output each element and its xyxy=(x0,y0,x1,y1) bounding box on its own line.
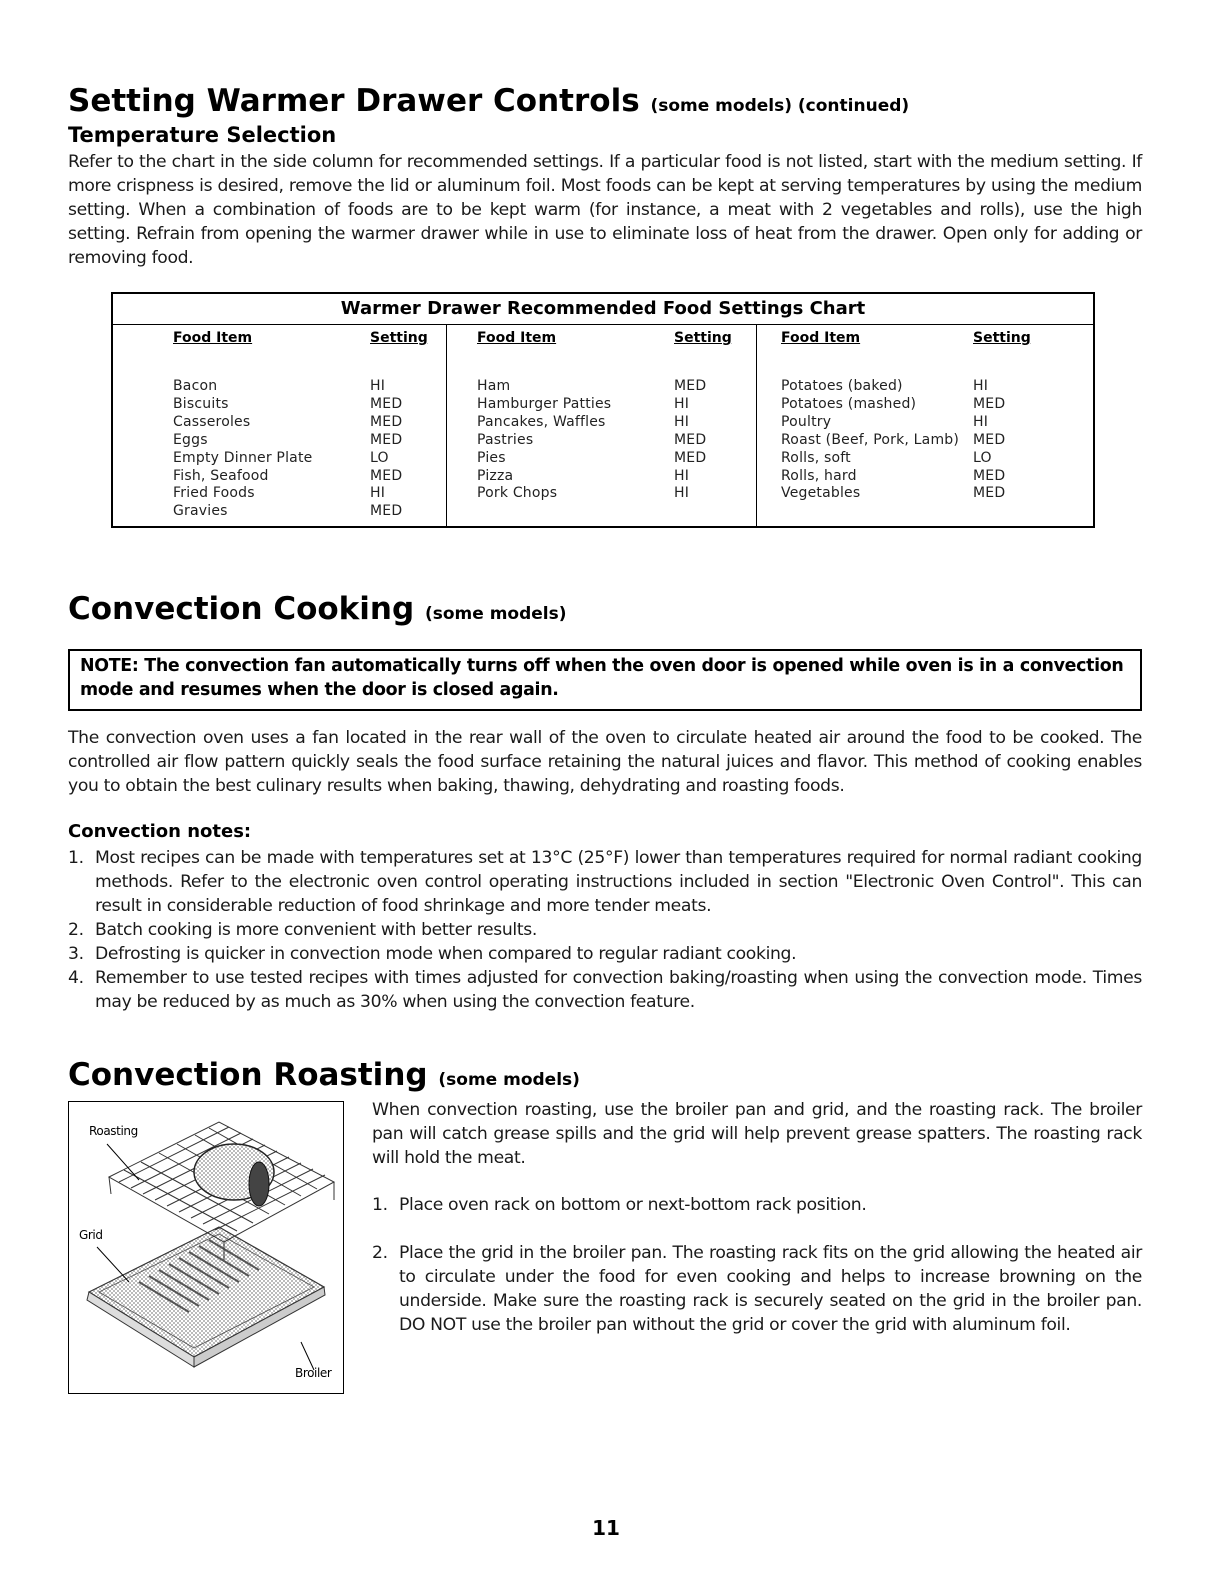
chart-settings-column-3: HI MED HI MED LO MED MED xyxy=(973,378,1006,502)
list-item xyxy=(68,942,1142,966)
list-item-number: 3. xyxy=(68,944,84,964)
list-item-text: Most recipes can be made with temperatures set at 13°C (25°F) lower than temperatures required for normal radiant cooking methods. Refer to the electronic oven control operating instructions included in section "Electronic Oven Control". This can result in considerable reduction of food shrinkage and more tender meats. xyxy=(95,848,1142,916)
list-item xyxy=(372,1241,1142,1337)
list-item-text: Place oven rack on bottom or next-bottom rack position. xyxy=(399,1195,867,1215)
chart-food-items-column-3: Potatoes (baked) Potatoes (mashed) Poultry Roast (Beef, Pork, Lamb) Rolls, soft Rolls, hard Vegetables xyxy=(781,378,960,502)
temperature-selection-heading: Temperature Selection xyxy=(68,123,337,147)
list-item-number: 1. xyxy=(372,1195,388,1215)
list-item xyxy=(68,846,1142,918)
warmer-title-suffix: (some models) (continued) xyxy=(650,96,910,116)
chart-header-food-item: Food Item xyxy=(477,330,557,346)
convection-cooking-title-text: Convection Cooking xyxy=(68,591,415,627)
chart-header-food-item: Food Item xyxy=(173,330,253,346)
convection-notes-heading: Convection notes: xyxy=(68,821,252,842)
food-settings-chart xyxy=(111,292,1095,528)
roasting-label: Roasting xyxy=(89,1124,138,1138)
list-item-text: Place the grid in the broiler pan. The roasting rack fits on the grid allowing the heated air to circulate under the food for even cooking and helps to increase browning on the underside. Make sure the roasting rack is securely seated on the grid in the broiler pan. DO NOT use the broiler pan without the grid or cover the grid with aluminum foil. xyxy=(399,1243,1142,1335)
convection-note-box: NOTE: The convection fan automatically turns off when the oven door is opened while oven is in a convection mode and resumes when the door is closed again. xyxy=(68,649,1142,711)
list-item-text: Remember to use tested recipes with times adjusted for convection baking/roasting when using the convection mode. Times may be reduced by as much as 30% when using the convection feature. xyxy=(95,968,1142,1012)
convection-roasting-intro: When convection roasting, use the broiler pan and grid, and the roasting rack. The broiler pan will catch grease spills and the grid will help prevent grease spatters. The roasting rack will hold the meat. xyxy=(372,1100,1142,1168)
convection-notes-list xyxy=(68,846,1142,1014)
chart-header-divider xyxy=(113,324,1093,325)
list-item-number: 4. xyxy=(68,968,84,988)
chart-header-food-item: Food Item xyxy=(781,330,861,346)
chart-header-setting: Setting xyxy=(973,330,1031,346)
chart-food-items-column-2: Ham Hamburger Patties Pancakes, Waffles Pastries Pies Pizza Pork Chops xyxy=(477,378,612,502)
roasting-figure xyxy=(68,1101,344,1394)
chart-settings-column-1: HI MED MED MED LO MED HI MED xyxy=(370,378,403,520)
convection-cooking-title-suffix: (some models) xyxy=(424,604,567,624)
page-number: 11 xyxy=(592,1516,620,1540)
warmer-section-title xyxy=(68,82,909,125)
convection-roasting-steps xyxy=(372,1193,1142,1337)
list-item-text: Batch cooking is more convenient with better results. xyxy=(95,920,537,940)
convection-roasting-title-suffix: (some models) xyxy=(438,1070,580,1090)
list-item xyxy=(68,918,1142,942)
chart-title: Warmer Drawer Recommended Food Settings Chart xyxy=(340,298,866,319)
convection-cooking-title xyxy=(68,590,567,633)
broiler-pan-illustration xyxy=(69,1102,342,1392)
warmer-body-text: Refer to the chart in the side column for recommended settings. If a particular food is not listed, start with the medium setting. If more crispness is desired, remove the lid or aluminum foil. Most foods can be kept at serving temperatures by using the medium setting. When a combination of foods are to be kept warm (for instance, a meat with 2 vegetables and rolls), use the high setting. Refrain from opening the warmer drawer while in use to eliminate loss of heat from the drawer. Open only for adding or removing food. xyxy=(68,152,1142,268)
convection-cooking-body: The convection oven uses a fan located in the rear wall of the oven to circulate heated air around the food to be cooked. The controlled air flow pattern quickly seals the food surface retaining the natural juices and flavor. This method of cooking enables you to obtain the best culinary results when baking, thawing, dehydrating and roasting foods. xyxy=(68,728,1142,796)
chart-column-divider xyxy=(756,324,757,526)
list-item-number: 2. xyxy=(372,1243,388,1263)
warmer-title-text: Setting Warmer Drawer Controls xyxy=(68,83,640,119)
list-item xyxy=(68,966,1142,1014)
list-item-number: 2. xyxy=(68,920,84,940)
chart-header-setting: Setting xyxy=(370,330,428,346)
convection-roasting-title xyxy=(68,1056,580,1099)
grid-label: Grid xyxy=(79,1228,103,1242)
list-item-text: Defrosting is quicker in convection mode when compared to regular radiant cooking. xyxy=(95,944,797,964)
chart-column-divider xyxy=(446,324,447,526)
broiler-label: Broiler xyxy=(295,1366,332,1380)
chart-header-setting: Setting xyxy=(674,330,732,346)
list-item-number: 1. xyxy=(68,848,84,868)
list-item xyxy=(372,1193,1142,1217)
convection-roasting-title-text: Convection Roasting xyxy=(68,1057,428,1093)
broiler-pan-icon xyxy=(87,1227,325,1367)
chart-food-items-column-1: Bacon Biscuits Casseroles Eggs Empty Dinner Plate Fish, Seafood Fried Foods Gravies xyxy=(173,378,313,520)
chart-settings-column-2: MED HI HI MED MED HI HI xyxy=(674,378,707,502)
